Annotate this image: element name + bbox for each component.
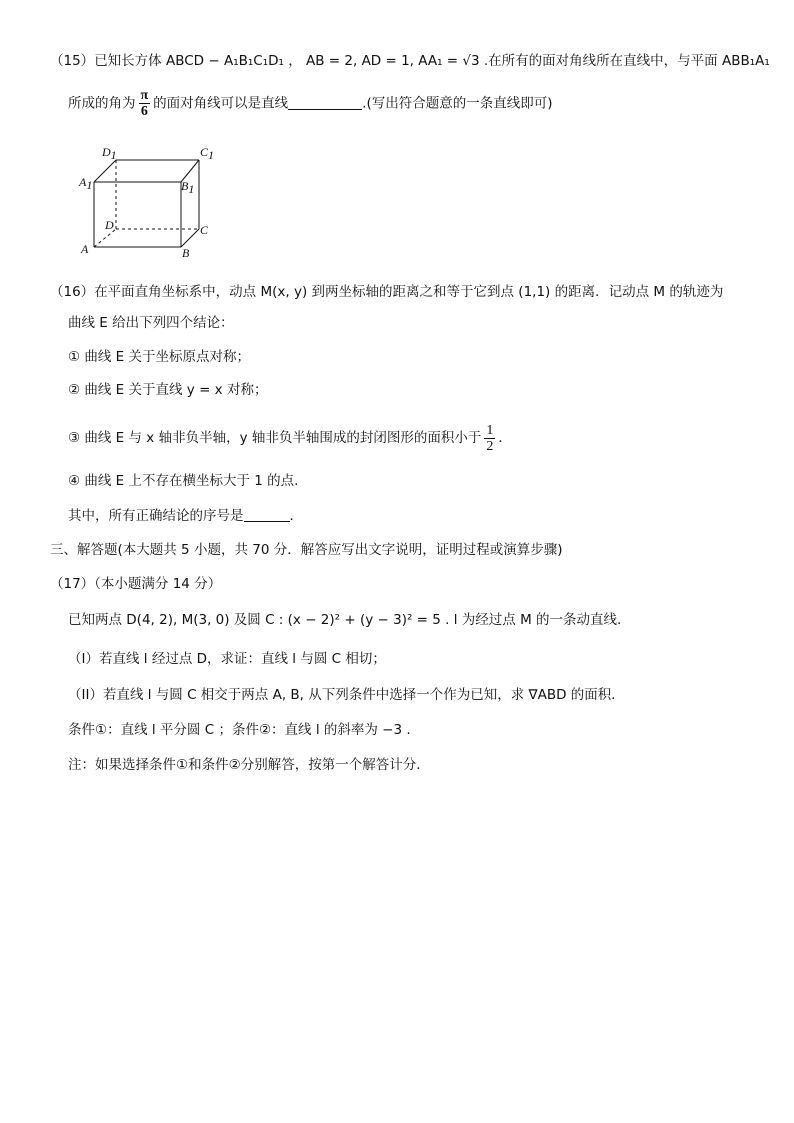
section-3-heading: 三、解答题(本大题共 5 小题，共 70 分．解答应写出文字说明，证明过程或演算步骤) xyxy=(50,542,563,558)
q16-number: （16） xyxy=(50,284,95,300)
q15-answer-blank[interactable] xyxy=(288,95,362,110)
q17-header: （17）（本小题满分 14 分） xyxy=(50,576,222,592)
q16-answer-prompt: 其中，所有正确结论的序号是 xyxy=(68,508,244,524)
cuboid-figure xyxy=(78,143,218,258)
q15-line2 xyxy=(68,88,553,119)
q15-number: （15） xyxy=(50,53,95,69)
label-B: B xyxy=(182,246,190,258)
q17-part-1: （Ⅰ）若直线 l 经过点 D，求证：直线 l 与圆 C 相切； xyxy=(68,651,386,667)
q16-c3-text: ③ 曲线 E 与 x 轴非负半轴，y 轴非负半轴围成的封闭图形的面积小于 xyxy=(68,430,482,446)
q17-given: 已知两点 D(4, 2), M(3, 0) 及圆 C : (x − 2)² + (y − 3)² = 5 . l 为经过点 M 的一条动直线. xyxy=(68,612,622,628)
q16-one-half xyxy=(484,423,495,454)
q15-frac-den: 6 xyxy=(140,104,148,119)
q16-conclusion-1: ① 曲线 E 关于坐标原点对称； xyxy=(68,349,251,365)
edge-BC xyxy=(181,229,199,247)
label-D: D xyxy=(105,218,114,232)
q15-text-line1: 已知长方体 ABCD − A₁B₁C₁D₁ ， AB = 2, AD = 1, AA₁ = √3 .在所有的面对角线所在直线中，与平面 ABB₁A₁ xyxy=(94,53,770,69)
q17-conditions: 条件①：直线 l 平分圆 C ；条件②：直线 l 的斜率为 −3 . xyxy=(68,722,411,738)
q15-pi-over-6 xyxy=(139,88,151,119)
q16-answer-end: ． xyxy=(289,508,303,524)
q15-text-post: 的面对角线可以是直线 xyxy=(153,95,289,112)
label-A1: A1 xyxy=(79,175,93,192)
q16-conclusion-2: ② 曲线 E 关于直线 y = x 对称； xyxy=(68,382,268,398)
q15-frac-num: π xyxy=(140,88,149,103)
q15-text-pre: 所成的角为 xyxy=(68,95,136,112)
q16-text-line1: 在平面直角坐标系中，动点 M(x, y) 到两坐标轴的距离之和等于它到点 (1,1) 的距离．记动点 M 的轨迹为 xyxy=(94,284,724,300)
edge-A1D1 xyxy=(94,160,116,182)
q16-c3-end: ． xyxy=(498,430,512,446)
label-C: C xyxy=(200,223,209,237)
label-B1: B1 xyxy=(181,179,195,196)
q16-answer-blank[interactable] xyxy=(244,507,290,522)
q16-half-den: 2 xyxy=(486,438,494,454)
q15-hint: .(写出符合题意的一条直线即可) xyxy=(362,95,553,112)
q17-part-2: （II）若直线 l 与圆 C 相交于两点 A, B, 从下列条件中选择一个作为已知，求 ∇ABD 的面积． xyxy=(68,687,625,703)
q16-text-line2: 曲线 E 给出下列四个结论： xyxy=(68,315,234,331)
q17-note: 注：如果选择条件①和条件②分别解答，按第一个解答计分． xyxy=(68,757,430,773)
q16-conclusion-3 xyxy=(68,420,512,456)
label-C1: C1 xyxy=(200,145,215,162)
q16-half-num: 1 xyxy=(486,422,494,438)
q16-answer-line xyxy=(68,507,303,525)
q16-conclusion-4: ④ 曲线 E 上不存在横坐标大于 1 的点. xyxy=(68,473,299,489)
q15-line1 xyxy=(50,52,770,70)
label-A: A xyxy=(81,242,89,256)
q16-line1 xyxy=(50,283,723,301)
label-D1: D1 xyxy=(102,145,117,162)
